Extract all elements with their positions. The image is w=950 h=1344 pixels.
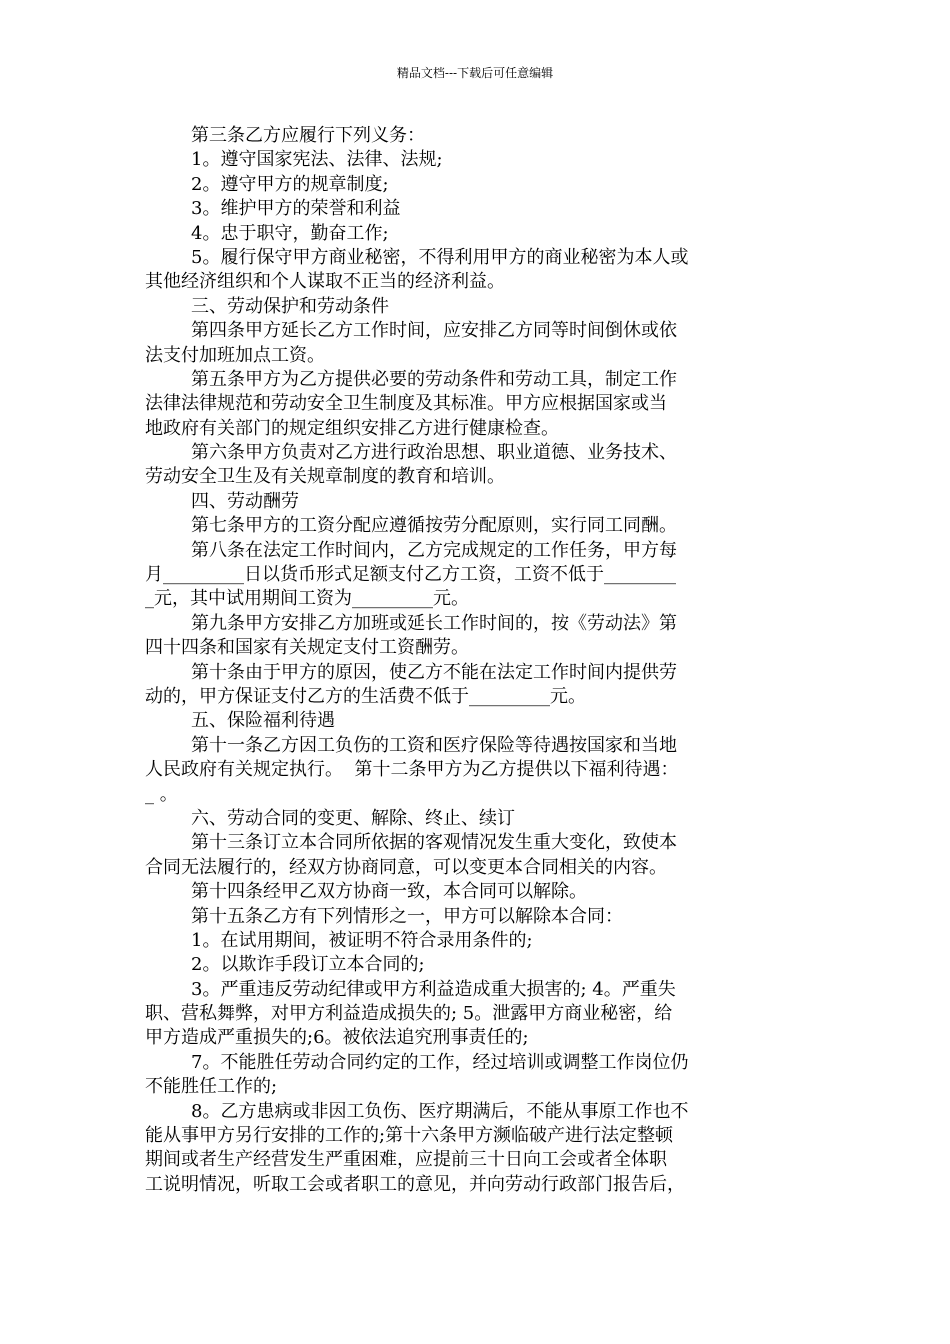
text-line: 第九条甲方安排乙方加班或延长工作时间的，按《劳动法》第 <box>191 612 677 634</box>
text-line: 7。不能胜任劳动合同约定的工作，经过培训或调整工作岗位仍 <box>191 1051 689 1073</box>
text-line: 第八条在法定工作时间内，乙方完成规定的工作任务，甲方每 <box>191 539 677 561</box>
text-line: 四、劳动酬劳 <box>191 490 299 512</box>
text-line: 五、保险福利待遇 <box>191 710 335 732</box>
text-line: 能从事甲方另行安排的工作的;第十六条甲方濒临破产进行法定整顿 <box>145 1125 674 1147</box>
text-line: 甲方造成严重损失的;6。被依法追究刑事责任的; <box>145 1027 529 1049</box>
text-line: 2。遵守甲方的规章制度; <box>191 173 389 195</box>
text-line: 第十三条订立本合同所依据的客观情况发生重大变化，致使本 <box>191 832 677 854</box>
text-line: 第十条由于甲方的原因，使乙方不能在法定工作时间内提供劳 <box>191 661 677 683</box>
page-header: 精品文档---下载后可任意编辑 <box>396 66 554 80</box>
text-line: 第十五条乙方有下列情形之一，甲方可以解除本合同： <box>191 905 623 927</box>
text-line: 第十四条经甲乙双方协商一致，本合同可以解除。 <box>191 881 587 903</box>
text-line: 月_________日以货币形式足额支付乙方工资，工资不低于________ <box>145 564 676 586</box>
text-line: 不能胜任工作的; <box>145 1076 278 1098</box>
text-line: 3。维护甲方的荣誉和利益 <box>191 198 401 220</box>
text-line: 动的，甲方保证支付乙方的生活费不低于_________元。 <box>145 685 586 707</box>
text-line: 六、劳动合同的变更、解除、终止、续订 <box>191 807 515 829</box>
text-line: 三、劳动保护和劳动条件 <box>191 295 389 317</box>
text-line: 职、营私舞弊，对甲方利益造成损失的; 5。泄露甲方商业秘密，给 <box>145 1003 673 1025</box>
text-line: _ 。 <box>145 783 178 805</box>
text-line: 期间或者生产经营发生严重困难，应提前三十日向工会或者全体职 <box>145 1149 667 1171</box>
text-line: 其他经济组织和个人谋取不正当的经济利益。 <box>145 271 505 293</box>
text-line: 四十四条和国家有关规定支付工资酬劳。 <box>145 637 469 659</box>
text-line: 8。乙方患病或非因工负伤、医疗期满后，不能从事原工作也不 <box>191 1100 689 1122</box>
text-line: 第六条甲方负责对乙方进行政治思想、职业道德、业务技术、 <box>191 442 677 464</box>
text-line: 第三条乙方应履行下列义务： <box>191 125 425 146</box>
text-line: 3。严重违反劳动纪律或甲方利益造成重大损害的; 4。严重失 <box>191 978 676 1000</box>
text-line: 合同无法履行的，经双方协商同意，可以变更本合同相关的内容。 <box>145 856 667 878</box>
text-line: 5。履行保守甲方商业秘密，不得利用甲方的商业秘密为本人或 <box>191 246 689 268</box>
text-line: 第五条甲方为乙方提供必要的劳动条件和劳动工具，制定工作 <box>191 368 677 390</box>
text-line: 2。以欺诈手段订立本合同的; <box>191 954 425 976</box>
text-line: 法支付加班加点工资。 <box>145 344 325 366</box>
text-line: _元，其中试用期间工资为_________元。 <box>145 588 469 610</box>
text-line: 地政府有关部门的规定组织安排乙方进行健康检查。 <box>145 417 559 439</box>
text-line: 法律法律规范和劳动安全卫生制度及其标准。甲方应根据国家或当 <box>145 393 667 415</box>
text-line: 第十一条乙方因工负伤的工资和医疗保险等待遇按国家和当地 <box>191 734 677 756</box>
text-line: 1。在试用期间，被证明不符合录用条件的; <box>191 929 533 951</box>
text-line: 第四条甲方延长乙方工作时间，应安排乙方同等时间倒休或依 <box>191 320 677 342</box>
text-line: 第七条甲方的工资分配应遵循按劳分配原则，实行同工同酬。 <box>191 515 677 537</box>
text-line: 人民政府有关规定执行。 第十二条甲方为乙方提供以下福利待遇： <box>145 759 679 781</box>
text-line: 4。忠于职守，勤奋工作; <box>191 222 389 244</box>
text-line: 劳动安全卫生及有关规章制度的教育和培训。 <box>145 466 505 488</box>
text-line: 1。遵守国家宪法、法律、法规; <box>191 149 443 171</box>
text-line: 工说明情况，听取工会或者职工的意见，并向劳动行政部门报告后， <box>145 1173 685 1195</box>
document-body <box>145 124 810 1197</box>
